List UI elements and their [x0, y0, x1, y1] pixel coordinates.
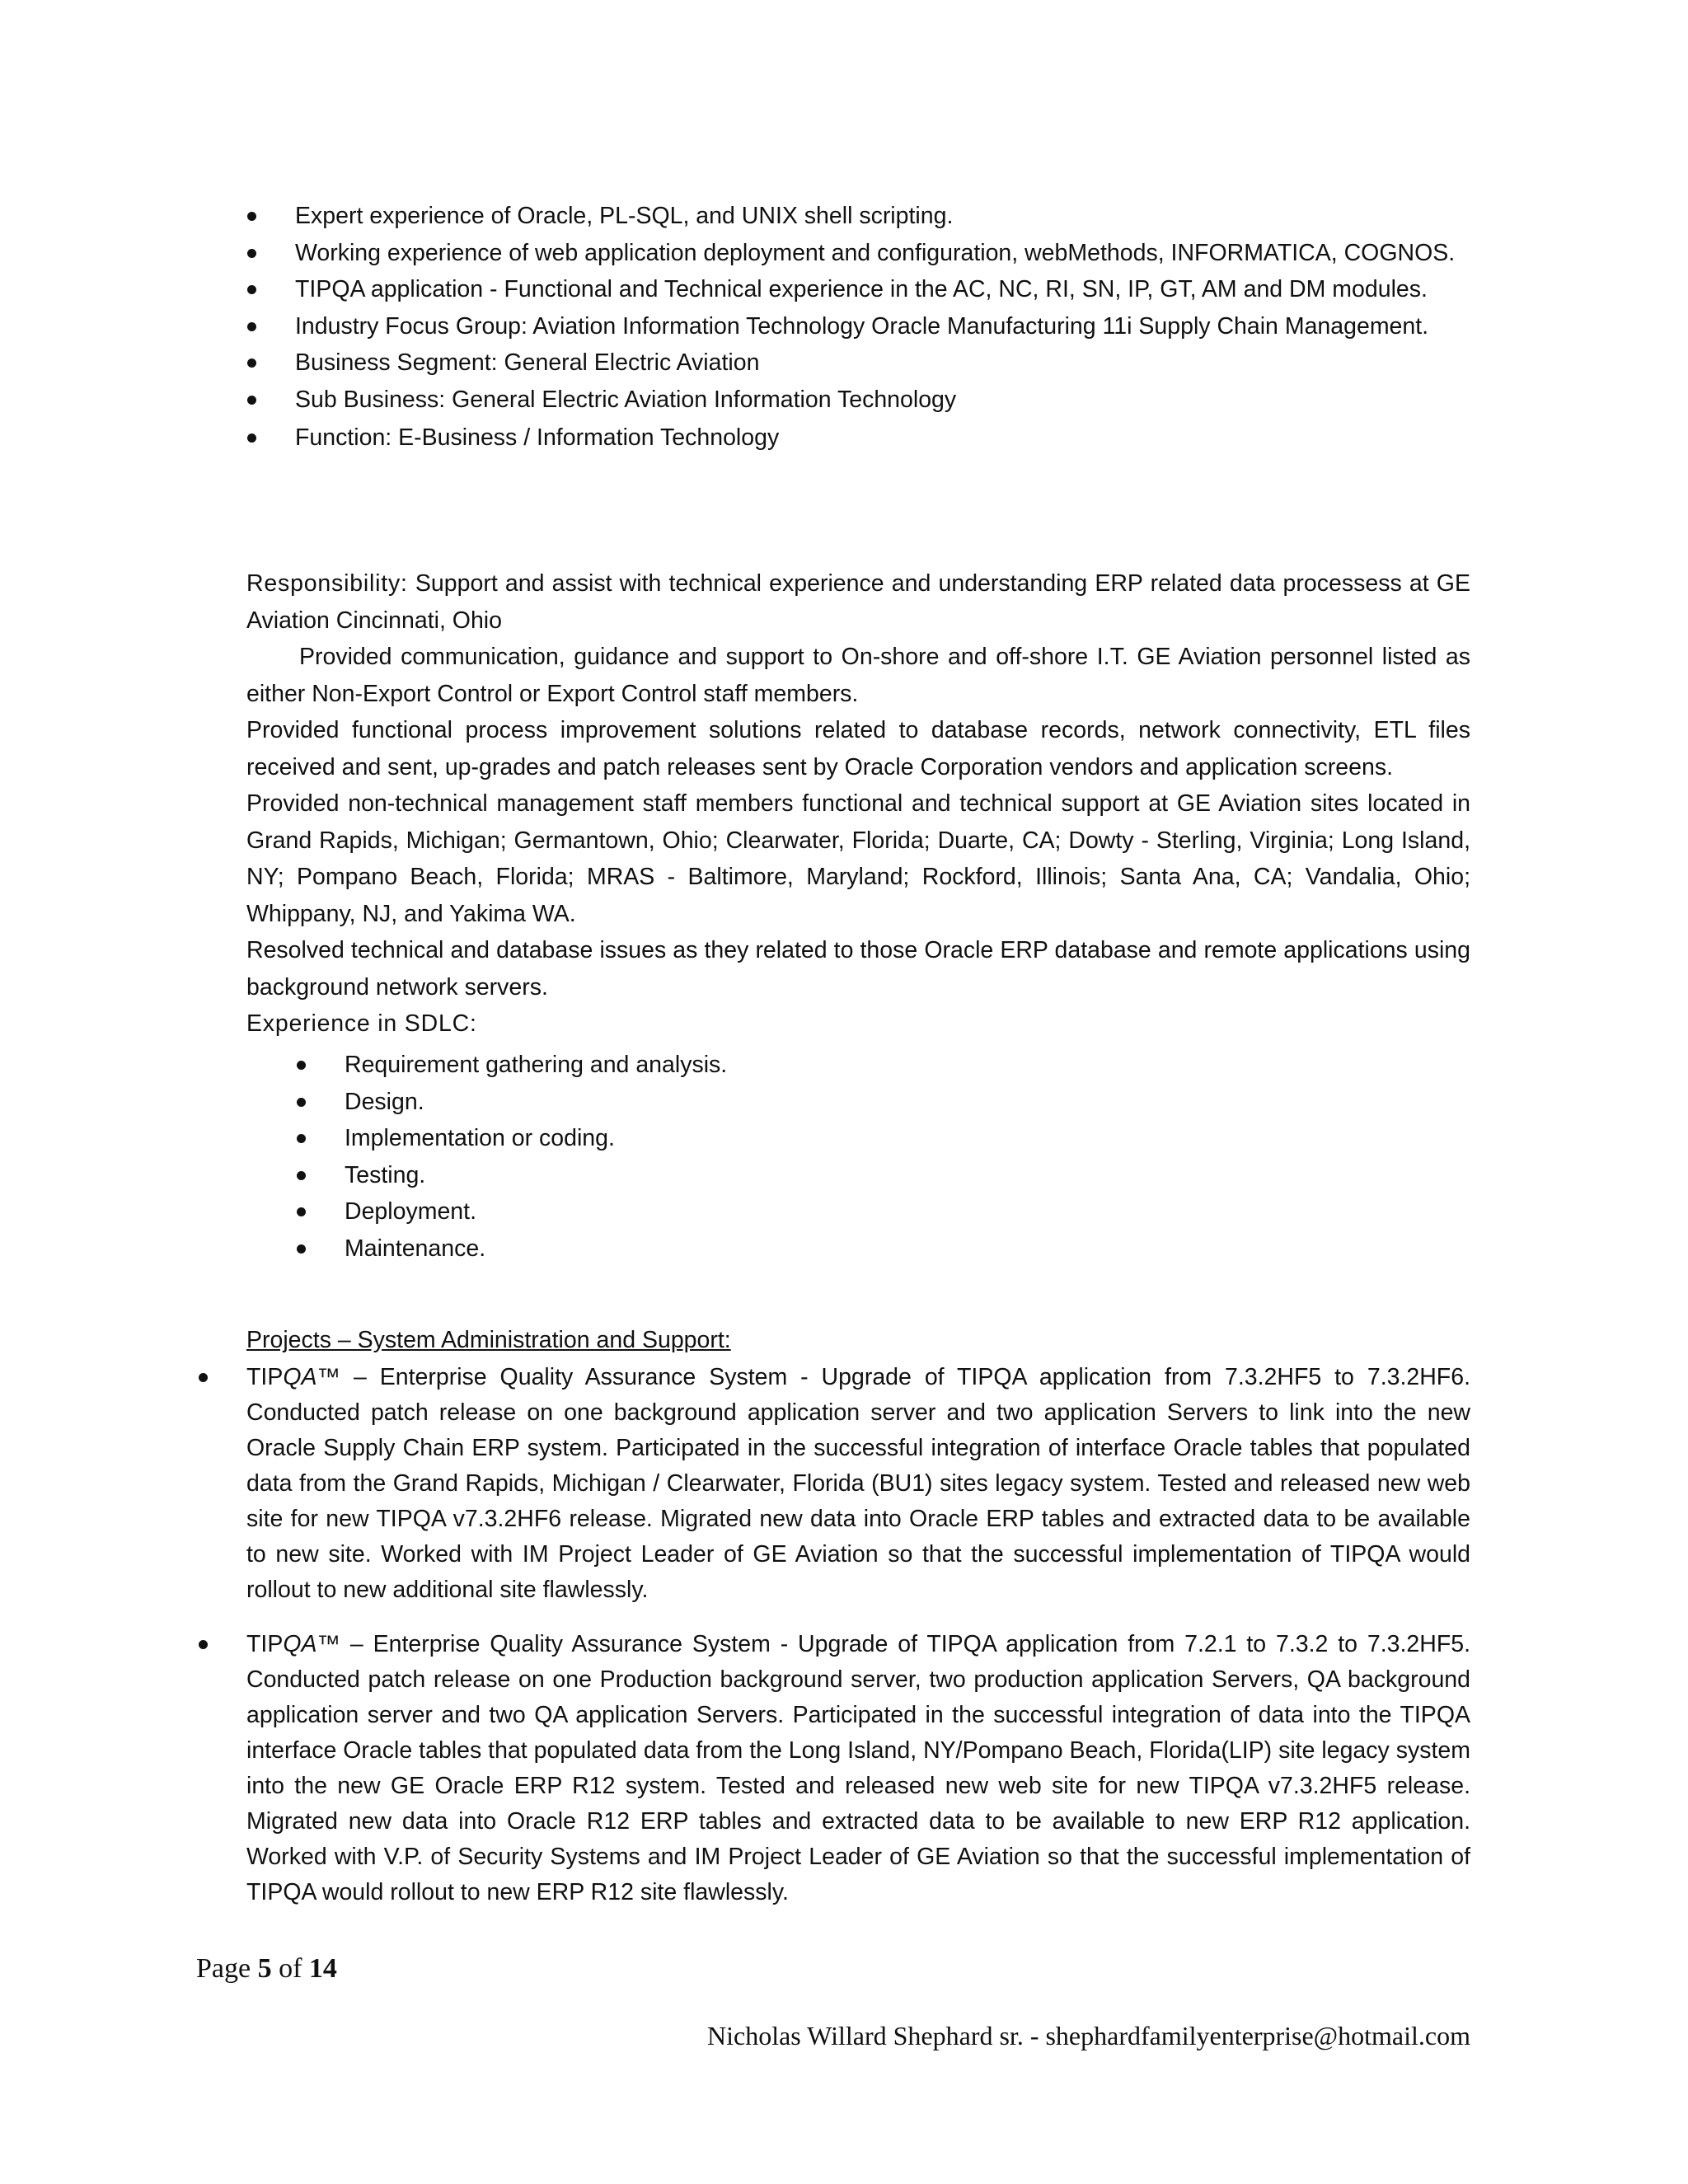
bullet-icon	[297, 1061, 306, 1070]
list-item: Working experience of web application deployment and configuration, webMethods, INFORMATICA, COGNOS.	[295, 235, 1470, 272]
responsibility-paragraph: Provided functional process improvement solutions related to database records, network connectivity, ETL files received and sent, up-grades and patch releases sent by Oracle Corporation vendors and application screens.	[246, 717, 1470, 780]
list-item: Deployment.	[345, 1193, 1169, 1230]
sdlc-heading: Experience in SDLC:	[246, 1010, 477, 1037]
bullet-icon	[297, 1134, 306, 1143]
bullet-icon	[247, 212, 256, 221]
list-item: Sub Business: General Electric Aviation Information Technology	[295, 382, 1470, 419]
projects-title: Projects – System Administration and Support:	[246, 1327, 731, 1353]
bullet-icon	[247, 285, 256, 294]
bullet-icon	[247, 249, 256, 258]
list-item: Business Segment: General Electric Aviation	[295, 344, 1470, 382]
bullet-icon	[247, 434, 256, 443]
responsibility-paragraph: Provided non-technical management staff members functional and technical support at GE Aviation sites located in Grand Rapids, Michigan; Germantown, Ohio; Clearwater, Florida; Duarte, CA; Dowty - Sterling, Virginia; Long Island, NY; Pompano Beach, Florida; MRAS - Baltimore, Maryland; Rockford, Illinois; Santa Ana, CA; Vandalia, Ohio; Whippany, NJ, and Yakima WA.	[246, 790, 1470, 927]
list-item: Expert experience of Oracle, PL-SQL, and UNIX shell scripting.	[295, 198, 1470, 235]
responsibility-paragraph: Provided communication, guidance and support to On-shore and off-shore I.T. GE Aviation personnel listed as either Non-Export Control or Export Control staff members.	[246, 644, 1470, 707]
responsibility-section	[246, 565, 1470, 1043]
project-item: TIPQA™ – Enterprise Quality Assurance System - Upgrade of TIPQA application from 7.3.2HF5 to 7.3.2HF6. Conducted patch release on one background application server and two application Servers to link into the new Oracle Supply Chain ERP system. Participated in the successful integration of interface Oracle tables that populated data from the Grand Rapids, Michigan / Clearwater, Florida (BU1) sites legacy system. Tested and released new web site for new TIPQA v7.3.2HF6 release. Migrated new data into Oracle ERP tables and extracted data to be available to new site. Worked with IM Project Leader of GE Aviation so that the successful implementation of TIPQA would rollout to new additional site flawlessly.	[246, 1360, 1470, 1608]
bullet-icon	[247, 322, 256, 331]
skills-list	[295, 198, 1470, 457]
list-item: TIPQA application - Functional and Technical experience in the AC, NC, RI, SN, IP, GT, AM and DM modules.	[295, 271, 1470, 308]
responsibility-label: Responsibility:	[246, 570, 408, 597]
list-item: Implementation or coding.	[345, 1120, 1169, 1157]
responsibility-intro: Responsibility: Support and assist with technical experience and understanding ERP related data processess at GE Aviation Cincinnati, Ohio	[246, 570, 1470, 634]
list-item: Industry Focus Group: Aviation Information Technology Oracle Manufacturing 11i Supply Chain Management.	[295, 308, 1470, 345]
bullet-icon	[297, 1098, 306, 1107]
bullet-icon	[247, 359, 256, 368]
bullet-icon	[247, 396, 256, 405]
list-item: Requirement gathering and analysis.	[345, 1047, 1169, 1084]
bullet-icon	[199, 1640, 208, 1649]
bullet-icon	[297, 1244, 306, 1254]
page-number: Page 5 of 14	[196, 1953, 337, 1984]
author-footer: Nicholas Willard Shephard sr. - shephardfamilyenterprise@hotmail.com	[706, 2021, 1470, 2050]
sdlc-list	[345, 1047, 1169, 1267]
bullet-icon	[297, 1207, 306, 1216]
list-item: Function: E-Business / Information Technology	[295, 419, 1470, 457]
project-item: TIPQA™ – Enterprise Quality Assurance System - Upgrade of TIPQA application from 7.2.1 to 7.3.2 to 7.3.2HF5. Conducted patch release on one Production background server, two production application Servers, QA background application server and two QA application Servers. Participated in the successful integration of data into the TIPQA interface Oracle tables that populated data from the Long Island, NY/Pompano Beach, Florida(LIP) site legacy system into the new GE Oracle ERP R12 system. Tested and released new web site for new TIPQA v7.3.2HF5 release. Migrated new data into Oracle R12 ERP tables and extracted data to be available to new ERP R12 application. Worked with V.P. of Security Systems and IM Project Leader of GE Aviation so that the successful implementation of TIPQA would rollout to new ERP R12 site flawlessly.	[246, 1627, 1470, 1910]
responsibility-paragraph: Resolved technical and database issues as they related to those Oracle ERP database and remote applications using background network servers.	[246, 937, 1470, 1001]
bullet-icon	[297, 1171, 306, 1180]
bullet-icon	[199, 1373, 208, 1382]
list-item: Testing.	[345, 1157, 1169, 1194]
list-item: Design.	[345, 1084, 1169, 1121]
list-item: Maintenance.	[345, 1230, 1169, 1268]
